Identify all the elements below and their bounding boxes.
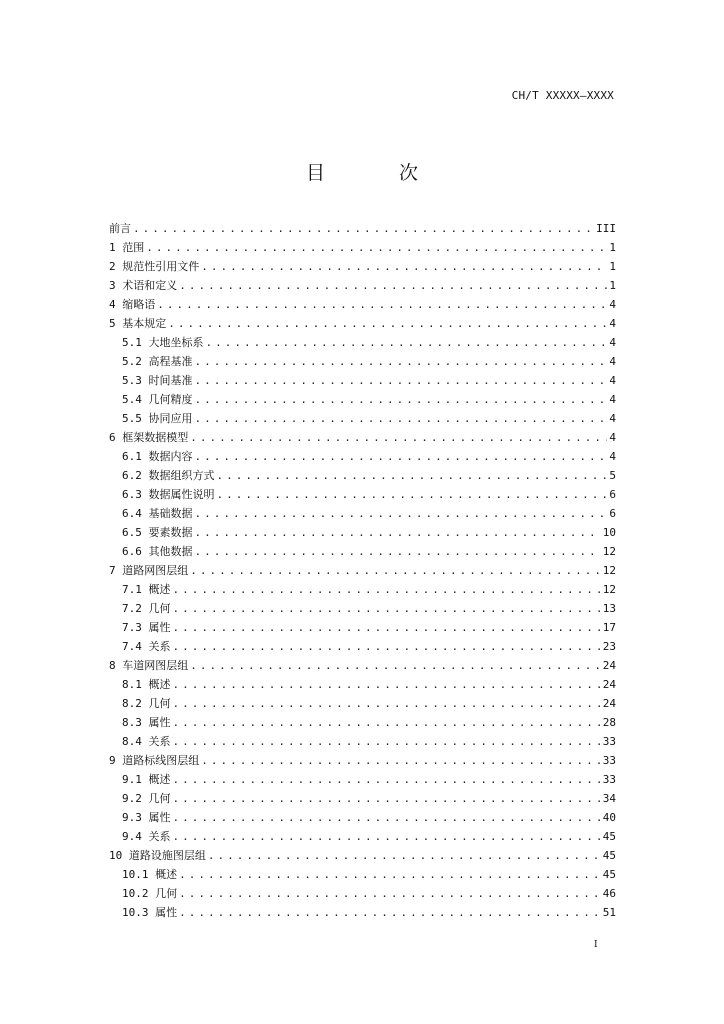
toc-entry[interactable] <box>109 524 616 543</box>
toc-entry[interactable] <box>109 315 616 334</box>
toc-leader-dots <box>173 773 601 786</box>
toc-leader-dots <box>195 450 608 463</box>
toc-entry-label: 7.4 关系 <box>122 640 171 653</box>
toc-entry-page: 4 <box>609 336 616 349</box>
toc-entry-page: 40 <box>602 811 616 824</box>
toc-entry-label: 6.2 数据组织方式 <box>122 469 215 482</box>
toc-leader-dots <box>179 868 601 881</box>
toc-entry[interactable] <box>109 619 616 638</box>
toc-entry-label: 7.1 概述 <box>122 583 171 596</box>
toc-entry-label: 9.3 属性 <box>122 811 171 824</box>
toc-entry[interactable] <box>109 220 616 239</box>
toc-entry-page: III <box>596 222 616 235</box>
toc-entry-label: 5.1 大地坐标系 <box>122 336 204 349</box>
toc-entry-label: 前言 <box>109 222 131 235</box>
toc-entry-page: 4 <box>609 317 616 330</box>
toc-leader-dots <box>195 507 608 520</box>
toc-entry[interactable] <box>109 714 616 733</box>
toc-leader-dots <box>168 317 607 330</box>
toc-leader-dots <box>173 678 601 691</box>
toc-entry[interactable] <box>109 429 616 448</box>
toc-entry-label: 8.2 几何 <box>122 697 171 710</box>
toc-entry-page: 6 <box>609 507 616 520</box>
toc-entry[interactable] <box>109 828 616 847</box>
toc-leader-dots <box>217 488 608 501</box>
toc-entry-page: 45 <box>602 830 616 843</box>
toc-leader-dots <box>206 336 608 349</box>
toc-entry-label: 9.2 几何 <box>122 792 171 805</box>
page-number: I <box>594 940 598 950</box>
document-code: CH/T XXXXX—XXXX <box>511 89 614 102</box>
toc-entry-page: 1 <box>609 279 616 292</box>
toc-entry-label: 8.4 关系 <box>122 735 171 748</box>
toc-leader-dots <box>173 830 601 843</box>
toc-entry-page: 46 <box>602 887 616 900</box>
toc-leader-dots <box>208 849 601 862</box>
toc-entry[interactable] <box>109 809 616 828</box>
toc-entry-label: 8.3 属性 <box>122 716 171 729</box>
toc-entry-label: 5 基本规定 <box>109 317 167 330</box>
toc-entry-label: 1 范围 <box>109 241 145 254</box>
toc-entry-page: 4 <box>609 431 616 444</box>
toc-entry-label: 8 车道网图层组 <box>109 659 189 672</box>
toc-entry-page: 4 <box>609 412 616 425</box>
toc-entry[interactable] <box>109 581 616 600</box>
toc-leader-dots <box>173 735 601 748</box>
toc-leader-dots <box>195 412 608 425</box>
toc-leader-dots <box>190 659 601 672</box>
toc-leader-dots <box>179 906 601 919</box>
toc-entry-page: 10 <box>602 526 616 539</box>
toc-leader-dots <box>157 298 607 311</box>
table-of-contents <box>109 220 616 923</box>
toc-entry-page: 34 <box>602 792 616 805</box>
toc-entry-page: 33 <box>602 754 616 767</box>
toc-entry[interactable] <box>109 505 616 524</box>
toc-leader-dots <box>195 355 608 368</box>
toc-entry-label: 9 道路标线图层组 <box>109 754 200 767</box>
toc-entry-page: 12 <box>602 564 616 577</box>
toc-title: 目 次 <box>305 162 453 184</box>
toc-entry[interactable] <box>109 372 616 391</box>
toc-entry[interactable] <box>109 391 616 410</box>
toc-entry-label: 9.4 关系 <box>122 830 171 843</box>
toc-entry-label: 7.2 几何 <box>122 602 171 615</box>
toc-entry[interactable] <box>109 847 616 866</box>
toc-leader-dots <box>173 792 601 805</box>
toc-leader-dots <box>173 621 601 634</box>
toc-leader-dots <box>201 260 607 273</box>
toc-entry-label: 5.3 时间基准 <box>122 374 193 387</box>
toc-entry[interactable] <box>109 467 616 486</box>
toc-entry[interactable] <box>109 638 616 657</box>
toc-entry[interactable] <box>109 239 616 258</box>
toc-entry[interactable] <box>109 334 616 353</box>
toc-entry-page: 4 <box>609 393 616 406</box>
toc-entry[interactable] <box>109 600 616 619</box>
toc-leader-dots <box>201 754 601 767</box>
toc-entry-label: 10.2 几何 <box>122 887 178 900</box>
toc-entry-page: 13 <box>602 602 616 615</box>
toc-leader-dots <box>173 811 601 824</box>
toc-entry-label: 6.5 要素数据 <box>122 526 193 539</box>
toc-entry-page: 33 <box>602 735 616 748</box>
toc-entry-label: 6.4 基础数据 <box>122 507 193 520</box>
toc-entry-page: 4 <box>609 450 616 463</box>
toc-leader-dots <box>217 469 608 482</box>
toc-entry[interactable] <box>109 258 616 277</box>
toc-entry-label: 5.2 高程基准 <box>122 355 193 368</box>
toc-entry[interactable] <box>109 486 616 505</box>
toc-entry-page: 4 <box>609 298 616 311</box>
toc-entry[interactable] <box>109 676 616 695</box>
toc-entry-page: 24 <box>602 697 616 710</box>
toc-entry-label: 7.3 属性 <box>122 621 171 634</box>
toc-leader-dots <box>195 374 608 387</box>
toc-leader-dots <box>195 545 601 558</box>
toc-entry[interactable] <box>109 752 616 771</box>
toc-entry-label: 9.1 概述 <box>122 773 171 786</box>
toc-entry[interactable] <box>109 904 616 923</box>
toc-entry-label: 6.6 其他数据 <box>122 545 193 558</box>
toc-entry[interactable] <box>109 657 616 676</box>
toc-entry-page: 1 <box>609 241 616 254</box>
toc-entry[interactable] <box>109 885 616 904</box>
toc-leader-dots <box>133 222 594 235</box>
toc-entry-page: 24 <box>602 659 616 672</box>
toc-leader-dots <box>173 602 601 615</box>
toc-entry-page: 51 <box>602 906 616 919</box>
toc-entry-page: 45 <box>602 868 616 881</box>
toc-entry-label: 5.4 几何精度 <box>122 393 193 406</box>
toc-entry-page: 4 <box>609 374 616 387</box>
toc-entry-page: 45 <box>602 849 616 862</box>
toc-leader-dots <box>195 526 601 539</box>
toc-entry[interactable] <box>109 410 616 429</box>
toc-entry-page: 4 <box>609 355 616 368</box>
toc-entry-label: 4 缩略语 <box>109 298 156 311</box>
toc-entry-page: 12 <box>602 583 616 596</box>
toc-entry[interactable] <box>109 562 616 581</box>
toc-entry[interactable] <box>109 277 616 296</box>
toc-entry-label: 10.3 属性 <box>122 906 178 919</box>
toc-entry[interactable] <box>109 296 616 315</box>
toc-entry-label: 10.1 概述 <box>122 868 178 881</box>
toc-leader-dots <box>173 716 601 729</box>
toc-entry[interactable] <box>109 866 616 885</box>
toc-entry[interactable] <box>109 543 616 562</box>
toc-leader-dots <box>173 697 601 710</box>
toc-entry-page: 1 <box>609 260 616 273</box>
toc-leader-dots <box>179 887 601 900</box>
toc-entry-page: 5 <box>609 469 616 482</box>
toc-entry-label: 10 道路设施图层组 <box>109 849 206 862</box>
toc-leader-dots <box>146 241 607 254</box>
toc-entry-page: 6 <box>609 488 616 501</box>
toc-entry[interactable] <box>109 695 616 714</box>
toc-leader-dots <box>190 431 607 444</box>
toc-entry[interactable] <box>109 733 616 752</box>
toc-entry-label: 6.1 数据内容 <box>122 450 193 463</box>
toc-leader-dots <box>173 640 601 653</box>
toc-entry-page: 33 <box>602 773 616 786</box>
toc-entry-label: 3 术语和定义 <box>109 279 178 292</box>
toc-entry[interactable] <box>109 771 616 790</box>
toc-leader-dots <box>190 564 601 577</box>
toc-entry-page: 28 <box>602 716 616 729</box>
toc-leader-dots <box>179 279 607 292</box>
toc-leader-dots <box>173 583 601 596</box>
toc-leader-dots <box>195 393 608 406</box>
toc-entry-label: 5.5 协同应用 <box>122 412 193 425</box>
toc-entry[interactable] <box>109 448 616 467</box>
toc-entry-label: 6 框架数据模型 <box>109 431 189 444</box>
toc-entry-page: 23 <box>602 640 616 653</box>
toc-entry-page: 12 <box>602 545 616 558</box>
toc-entry[interactable] <box>109 353 616 372</box>
toc-entry-label: 2 规范性引用文件 <box>109 260 200 273</box>
toc-entry[interactable] <box>109 790 616 809</box>
toc-entry-label: 8.1 概述 <box>122 678 171 691</box>
toc-entry-page: 17 <box>602 621 616 634</box>
toc-entry-label: 7 道路网图层组 <box>109 564 189 577</box>
toc-entry-page: 24 <box>602 678 616 691</box>
toc-entry-label: 6.3 数据属性说明 <box>122 488 215 501</box>
